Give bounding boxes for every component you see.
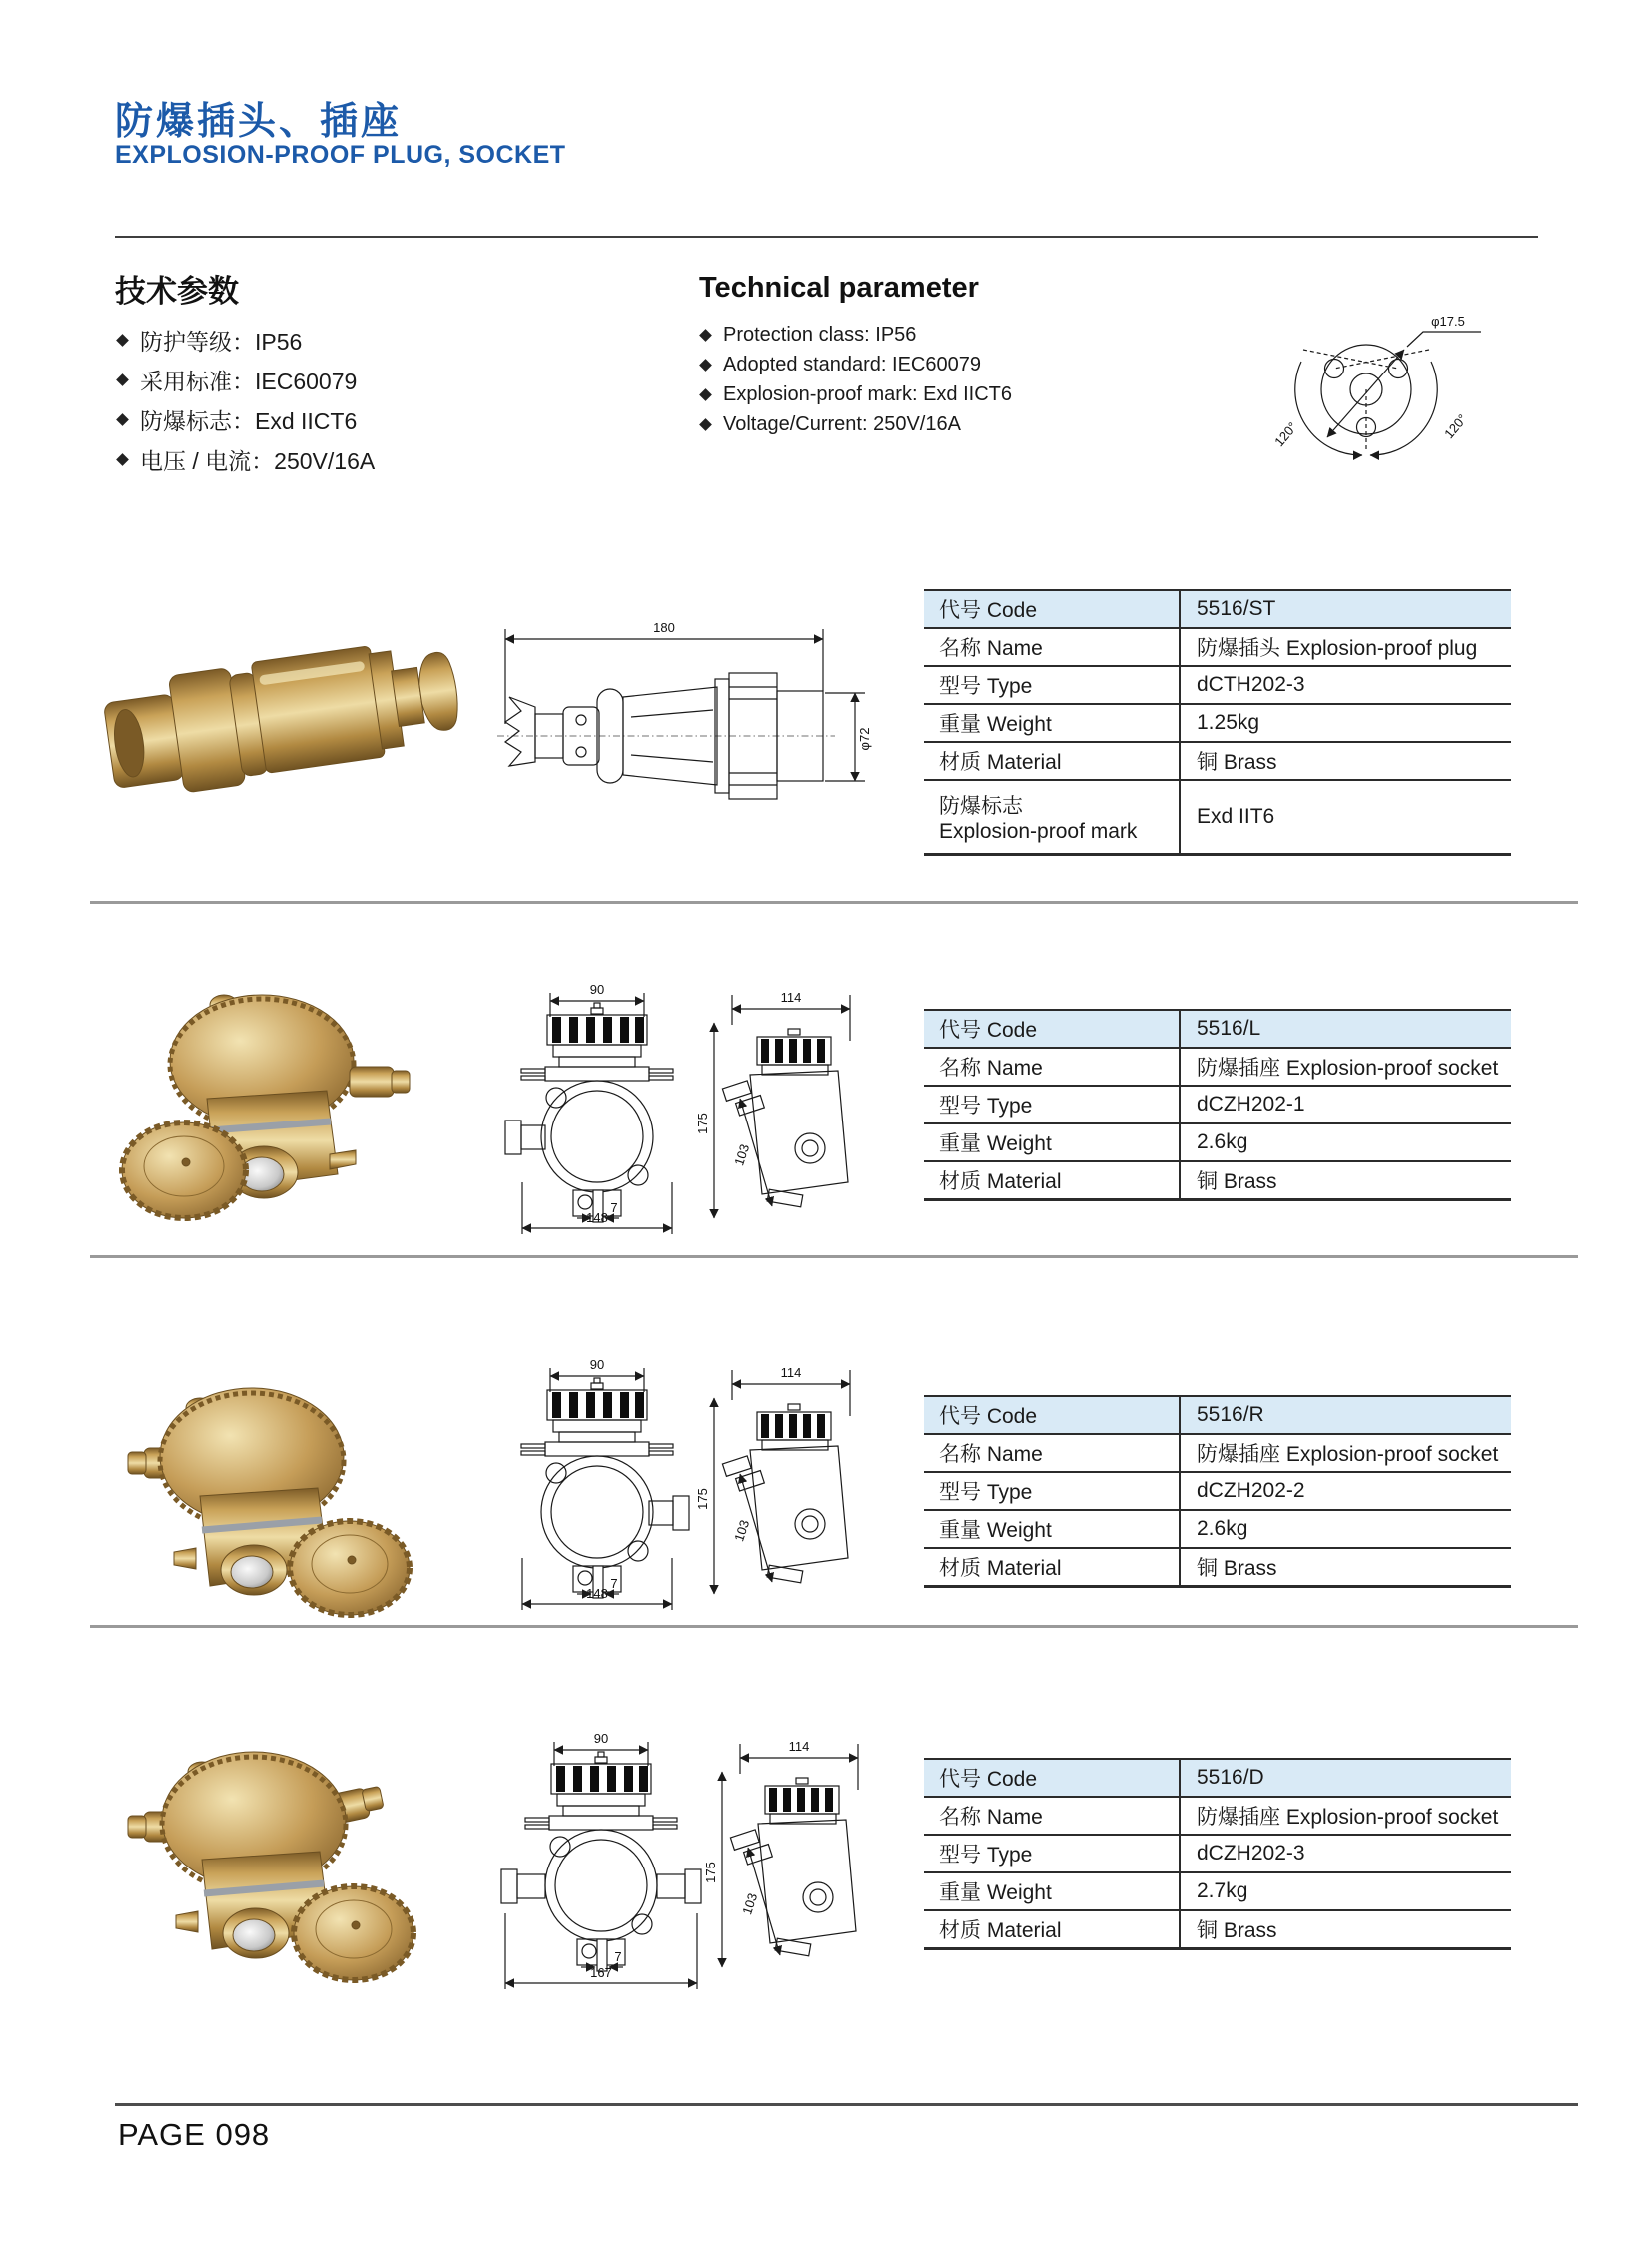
name-value: 防爆插座 Explosion-proof socket — [1179, 1049, 1511, 1085]
tech-params-list-cn — [118, 320, 375, 479]
dim-label-height: 175 — [695, 1488, 710, 1510]
dimension-drawing-socket-R — [497, 1354, 862, 1616]
dimension-drawing-socket-L — [497, 979, 862, 1240]
dim-label-diameter: φ72 — [857, 727, 872, 751]
spec-table-5516ST — [924, 589, 1511, 856]
material-value: 铜 Brass — [1179, 743, 1511, 779]
code-value: 5516/L — [1179, 1011, 1511, 1047]
tech-params-heading-cn: 技术参数 — [115, 274, 239, 309]
material-value: 铜 Brass — [1179, 1911, 1511, 1947]
tech-params-heading-en: Technical parameter — [699, 272, 979, 304]
diamond-bullet-icon — [116, 374, 129, 386]
table-row-name — [924, 1798, 1511, 1836]
dim-label-height: 175 — [695, 1113, 710, 1134]
weight-value: 2.6kg — [1179, 1511, 1511, 1547]
product-photo-socket-R — [92, 1368, 421, 1618]
type-label: 型号 Type — [939, 1844, 1033, 1867]
tech-param-item: 电压 / 电流：250V/16A — [118, 439, 375, 479]
diamond-bullet-icon — [699, 388, 712, 401]
footer-divider — [115, 2103, 1578, 2106]
weight-label: 重量 Weight — [939, 1881, 1052, 1904]
table-row-material — [924, 1162, 1511, 1200]
type-label: 型号 Type — [939, 1095, 1033, 1118]
page-number: PAGE 098 — [118, 2117, 271, 2152]
dim-label-angle-right: 120° — [1441, 410, 1470, 442]
dimension-drawing-plug — [491, 599, 881, 817]
weight-value: 2.6kg — [1179, 1124, 1511, 1160]
diamond-bullet-icon — [699, 359, 712, 372]
diamond-bullet-icon — [699, 329, 712, 342]
name-value: 防爆插座 Explosion-proof socket — [1179, 1798, 1511, 1834]
dim-label-height: 175 — [703, 1862, 718, 1883]
dim-label-top: 90 — [589, 982, 605, 997]
diamond-bullet-icon — [116, 334, 129, 347]
table-row-type — [924, 1087, 1511, 1124]
product-photo-socket-L — [112, 979, 431, 1228]
dimension-drawing-socket-D — [491, 1728, 871, 1995]
dim-label-side-top: 114 — [780, 990, 802, 1005]
name-value: 防爆插头 Explosion-proof plug — [1179, 629, 1511, 665]
dim-label-slot: 7 — [614, 1949, 622, 1964]
spec-table-5516R — [924, 1395, 1511, 1588]
material-label: 材质 Material — [939, 1170, 1062, 1193]
tech-param-item: 防爆标志：Exd IICT6 — [118, 399, 375, 439]
code-value: 5516/ST — [1179, 591, 1511, 627]
table-row-weight — [924, 1124, 1511, 1162]
dim-label-diagonal: 103 — [739, 1890, 761, 1917]
table-row-code — [924, 1011, 1511, 1049]
weight-label: 重量 Weight — [939, 713, 1052, 736]
code-label: 代号 Code — [939, 1405, 1038, 1428]
table-row-type — [924, 667, 1511, 705]
section-divider — [90, 1255, 1578, 1258]
name-label: 名称 Name — [939, 1806, 1043, 1829]
table-row-type — [924, 1836, 1511, 1873]
weight-label: 重量 Weight — [939, 1132, 1052, 1155]
name-value: 防爆插座 Explosion-proof socket — [1179, 1435, 1511, 1471]
mark-label: 防爆标志 Explosion-proof mark — [939, 795, 1138, 843]
tech-param-item: 采用标准：IEC60079 — [118, 360, 375, 399]
weight-value: 2.7kg — [1179, 1873, 1511, 1909]
page-title-cn: 防爆插头、插座 — [115, 101, 403, 143]
dim-label-base: 167 — [590, 1965, 612, 1980]
code-label: 代号 Code — [939, 1019, 1038, 1042]
product-photo-plug — [95, 607, 464, 807]
tech-param-item: Adopted standard: IEC60079 — [701, 350, 1012, 379]
header-divider — [115, 236, 1538, 238]
type-value: dCZH202-3 — [1179, 1836, 1511, 1871]
weight-value: 1.25kg — [1179, 705, 1511, 741]
type-label: 型号 Type — [939, 675, 1033, 698]
tech-param-item: 防护等级：IP56 — [118, 320, 375, 360]
table-row-code — [924, 1397, 1511, 1435]
page-title-en: EXPLOSION-PROOF PLUG, SOCKET — [115, 141, 566, 169]
spec-table-5516D — [924, 1758, 1511, 1950]
section-divider — [90, 901, 1578, 904]
material-value: 铜 Brass — [1179, 1549, 1511, 1585]
table-row-weight — [924, 705, 1511, 743]
name-label: 名称 Name — [939, 1057, 1043, 1080]
table-row-type — [924, 1473, 1511, 1511]
table-row-code — [924, 1760, 1511, 1798]
table-row-name — [924, 629, 1511, 667]
material-label: 材质 Material — [939, 751, 1062, 774]
material-value: 铜 Brass — [1179, 1162, 1511, 1198]
dim-label-base: 148 — [586, 1586, 608, 1601]
code-value: 5516/D — [1179, 1760, 1511, 1796]
name-label: 名称 Name — [939, 1443, 1043, 1466]
dim-label-side-top: 114 — [780, 1365, 802, 1380]
code-value: 5516/R — [1179, 1397, 1511, 1433]
code-label: 代号 Code — [939, 599, 1038, 622]
dim-label-base: 148 — [586, 1210, 608, 1225]
pin-layout-diagram — [1263, 288, 1498, 472]
type-value: dCZH202-1 — [1179, 1087, 1511, 1122]
dim-label-slot: 7 — [610, 1576, 618, 1591]
type-value: dCZH202-2 — [1179, 1473, 1511, 1509]
table-row-material — [924, 743, 1511, 781]
tech-param-item: Explosion-proof mark: Exd IICT6 — [701, 379, 1012, 409]
dim-label-length: 180 — [653, 620, 675, 635]
diamond-bullet-icon — [699, 418, 712, 431]
tech-param-item: Voltage/Current: 250V/16A — [701, 409, 1012, 439]
weight-label: 重量 Weight — [939, 1519, 1052, 1542]
table-row-material — [924, 1911, 1511, 1949]
dim-label-slot: 7 — [610, 1200, 618, 1215]
mark-value: Exd IIT6 — [1179, 781, 1511, 853]
diamond-bullet-icon — [116, 453, 129, 466]
tech-param-item: Protection class: IP56 — [701, 320, 1012, 350]
material-label: 材质 Material — [939, 1919, 1062, 1942]
table-row-weight — [924, 1511, 1511, 1549]
code-label: 代号 Code — [939, 1768, 1038, 1791]
table-row-name — [924, 1049, 1511, 1087]
table-row-code — [924, 591, 1511, 629]
section-divider — [90, 1625, 1578, 1628]
dim-label-side-top: 114 — [788, 1739, 810, 1754]
table-row-name — [924, 1435, 1511, 1473]
tech-params-list-en — [701, 320, 1012, 439]
table-row-weight — [924, 1873, 1511, 1911]
dim-label-pin-diameter: φ17.5 — [1431, 314, 1465, 329]
table-row-mark — [924, 781, 1511, 855]
dim-label-top: 90 — [593, 1731, 609, 1746]
dim-label-angle-left: 120° — [1271, 418, 1300, 450]
table-row-material — [924, 1549, 1511, 1587]
dim-label-top: 90 — [589, 1357, 605, 1372]
type-value: dCTH202-3 — [1179, 667, 1511, 703]
dim-label-diagonal: 103 — [731, 1517, 753, 1544]
material-label: 材质 Material — [939, 1557, 1062, 1580]
product-photo-socket-D — [92, 1730, 426, 1984]
spec-table-5516L — [924, 1009, 1511, 1201]
type-label: 型号 Type — [939, 1481, 1033, 1504]
dim-label-diagonal: 103 — [731, 1141, 753, 1168]
diamond-bullet-icon — [116, 413, 129, 426]
name-label: 名称 Name — [939, 637, 1043, 660]
